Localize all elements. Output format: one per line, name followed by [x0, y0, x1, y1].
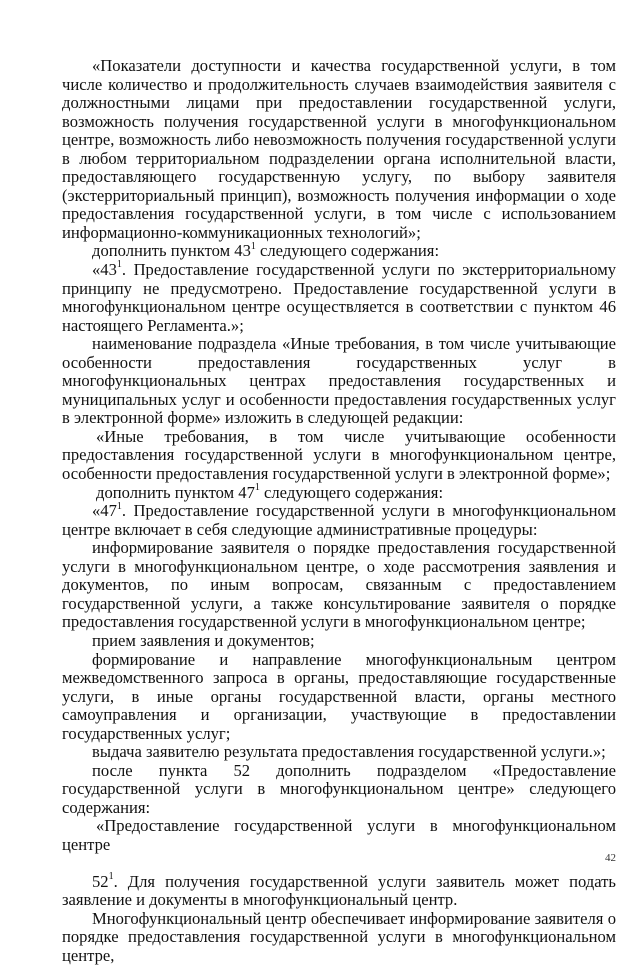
paragraph-text: «Предоставление государственной услуги в многофункциональном центре — [62, 816, 616, 854]
paragraph-text: «Иные требования, в том числе учитывающие особенности предоставления государственной услуги в многофункциональном центре, особенности предоставления государственной услуги в электронной форме»; — [62, 426, 616, 484]
superscript: 1 — [116, 500, 122, 512]
paragraph-text: . Предоставление государственной услуги по экстерриториальному принципу не предусмотрено. Предоставление государственной услуги в многофункциональном центре осуществляется в соответствии с пунктом 46 настоящего Регламента.»; — [62, 260, 616, 335]
paragraph-text: информирование заявителя о порядке предоставления государственной услуги в многофункциональном центре, о ходе рассмотрения заявления и документов, по иным вопросам, связанным с предоставлением государственной услуги, а также консультирование заявителя о порядке предоставления государственной услуги в многофункциональном центре; — [62, 538, 616, 632]
paragraph — [62, 817, 616, 854]
paragraph-text: дополнить пунктом 43 — [92, 241, 251, 261]
paragraph — [62, 651, 616, 744]
paragraph — [62, 870, 616, 910]
paragraph-text: формирование и направление многофункциональным центром межведомственного запроса в органы, предоставляющие государственные услуги, в иные органы государственной власти, органы местного самоуправления и организации, участвующие в предоставлении государственных услуг; — [62, 649, 616, 743]
paragraph — [62, 910, 616, 965]
paragraph — [62, 242, 616, 261]
superscript: 1 — [254, 482, 260, 494]
paragraph-text: выдача заявителю результата предоставления государственной услуги.»; — [92, 742, 606, 762]
paragraph-text: 52 — [92, 871, 109, 891]
superscript: 1 — [108, 870, 114, 882]
paragraph-text: . Для получения государственной услуги заявитель может подать заявление и документы в многофункциональный центр. — [62, 871, 616, 910]
paragraph — [62, 539, 616, 632]
paragraph — [62, 335, 616, 428]
superscript: 1 — [250, 240, 256, 252]
paragraph-text: следующего содержания: — [259, 482, 444, 502]
paragraph — [62, 261, 616, 335]
paragraph-text: после пункта 52 дополнить подразделом «Предоставление государственной услуги в многофункциональном центре» следующего содержания: — [62, 760, 616, 817]
paragraph — [62, 502, 616, 539]
paragraph-text: наименование подраздела «Иные требования, в том числе учитывающие особенности предоставления государственных услуг в многофункциональных центрах предоставления государственных и муниципальных услуг и особенности предоставления государственных услуг в электронной форме» изложить в следующей редакции: — [62, 334, 616, 428]
paragraph — [62, 632, 616, 651]
paragraph — [62, 743, 616, 762]
paragraph — [62, 57, 616, 242]
paragraph — [62, 428, 616, 484]
paragraph — [62, 484, 616, 503]
paragraph-gap — [62, 855, 616, 873]
paragraph-text: Многофункциональный центр обеспечивает информирование заявителя о порядке предоставления государственной услуги в многофункциональном центре, — [62, 908, 616, 965]
paragraph-text: «Показатели доступности и качества государственной услуги, в том числе количество и продолжительность случаев взаимодействия заявителя с должностными лицами при предоставлении государственной услуги, возможность получения государственной услуги в многофункциональном центре, возможность либо невозможность получения государственной услуги в любом территориальном подразделении органа исполнительной власти, предоставляющего государственную услугу, по выбору заявителя (экстерриториальный принцип), возможность получения информации о ходе предоставления государственной услуги, в том числе с использованием информационно-коммуникационных технологий»; — [62, 56, 616, 242]
paragraph-text: дополнить пунктом 47 — [96, 482, 255, 502]
paragraph-text: . Предоставление государственной услуги в многофункциональном центре включает в себя следующие административные процедуры: — [62, 501, 616, 539]
page-number: 42 — [605, 852, 616, 864]
paragraph-text: следующего содержания: — [255, 241, 440, 261]
paragraph — [62, 762, 616, 818]
paragraph-text: «47 — [92, 501, 117, 521]
paragraph-text: «43 — [92, 260, 117, 280]
document-body — [62, 57, 616, 965]
superscript: 1 — [116, 259, 122, 271]
paragraph-text: прием заявления и документов; — [92, 630, 315, 650]
